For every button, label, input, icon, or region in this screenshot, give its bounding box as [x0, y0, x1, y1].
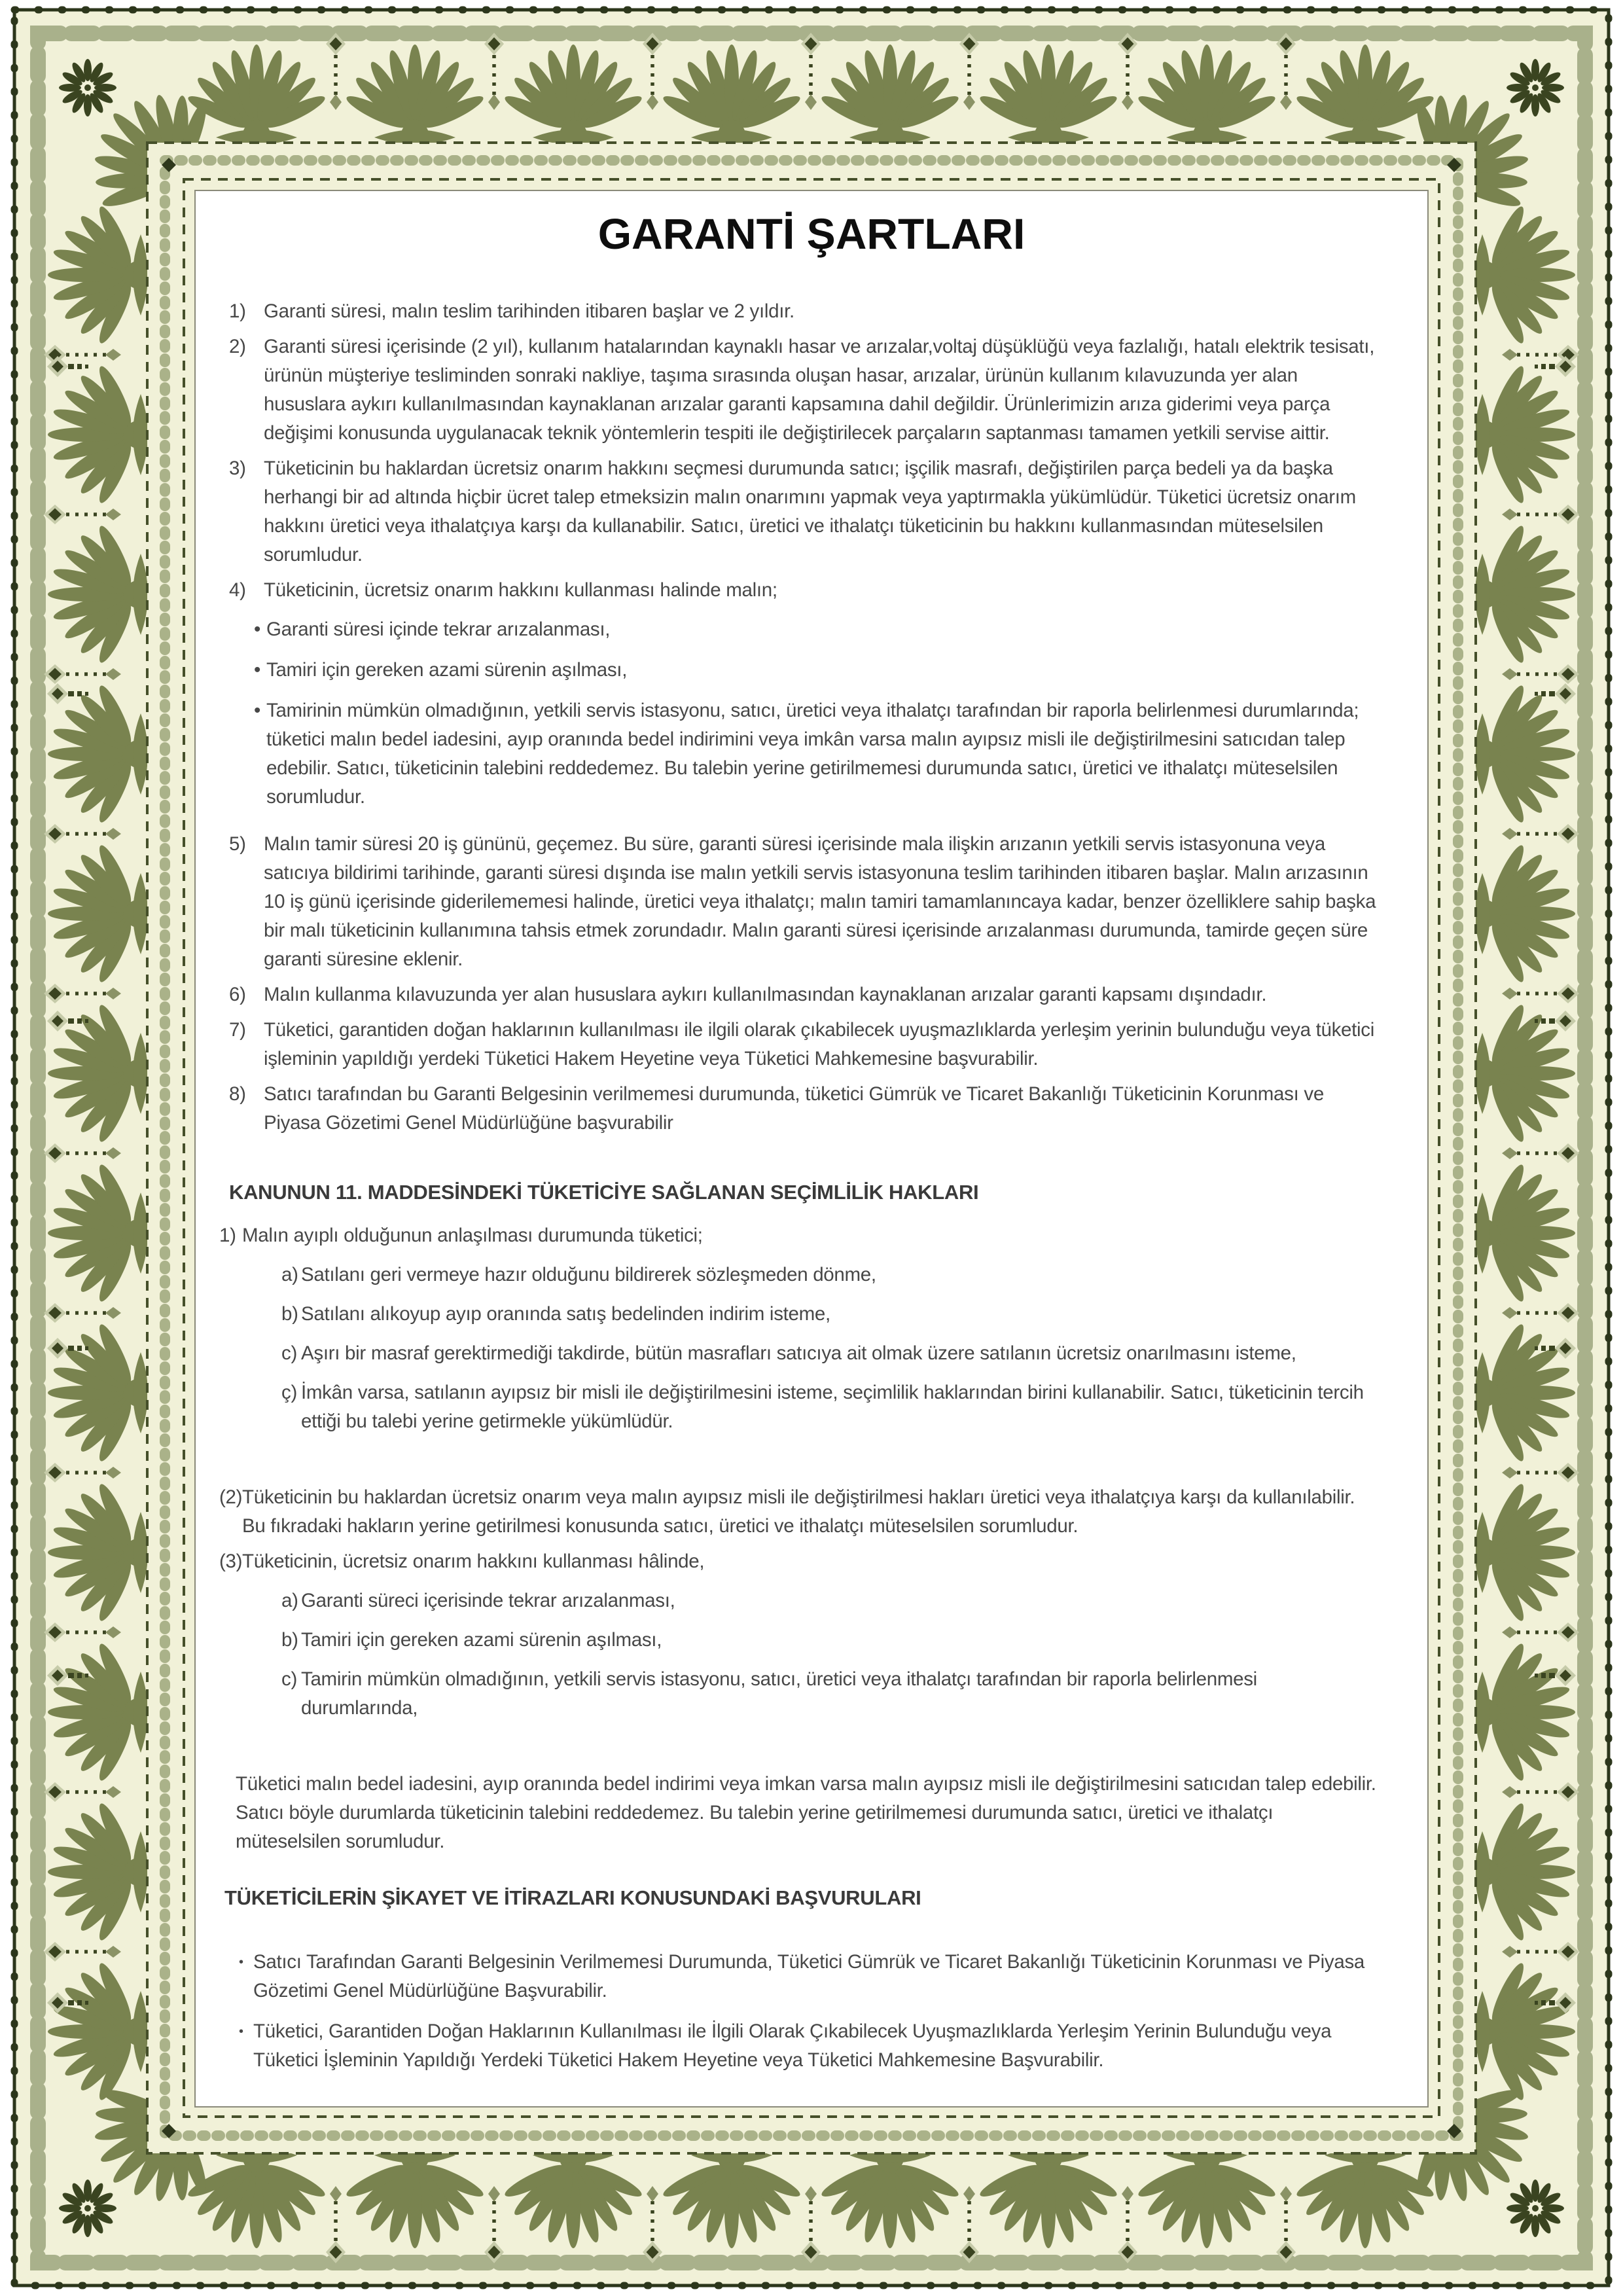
sub-text: Garanti süreci içerisinde tekrar arızalanması,	[301, 1590, 675, 1611]
sub-item	[281, 1339, 1378, 1368]
item-number: 2)	[229, 336, 246, 357]
warranty-terms-list	[195, 297, 1428, 1138]
sub-text: Tamiri için gereken azami sürenin aşılması,	[301, 1629, 662, 1651]
bullet-item	[254, 696, 1378, 812]
list-item	[219, 1483, 1428, 1541]
list-item	[229, 454, 1428, 569]
item-text: Garanti süresi, malın teslim tarihinden itibaren başlar ve 2 yıldır.	[264, 300, 794, 322]
page-title: GARANTİ ŞARTLARI	[597, 209, 1026, 258]
bullet-marker: •	[254, 619, 261, 640]
bullet-item	[254, 656, 1378, 685]
item-number: (3)	[219, 1551, 243, 1572]
item-text: Satıcı tarafından bu Garanti Belgesinin verilmemesi durumunda, tüketici Gümrük ve Ticaret Bakanlığı Tüketicinin Korunması ve Piyasa Gözetimi Genel Müdürlüğüne başvurabilir	[264, 1083, 1324, 1134]
bullet-text: Tüketici, Garantiden Doğan Haklarının Kullanılması ile İlgili Olarak Çıkabilecek Uyuşmazlıklarda Yerleşim Yerinin Bulunduğu veya Tüketici İşleminin Yapıldığı Yerdeki Tüketici Hakem Heyetine veya Tüketici Mahkemesine Başvurabilir.	[253, 2020, 1332, 2071]
sub-key: b)	[281, 1303, 298, 1325]
item-number: 1)	[219, 1225, 236, 1246]
item-text	[242, 1547, 1428, 1733]
complaint-bullet	[239, 1948, 1378, 2005]
item-text: Tüketici, garantiden doğan haklarının kullanılması ile ilgili olarak çıkabilecek uyuşmazlıklarda yerleşim yerinin bulunduğu veya tüketici işleminin yapıldığı yerdeki Tüketici Hakem Heyetine veya Tüketici Mahkemesine başvurabilir.	[264, 1019, 1374, 1069]
sub-key: ç)	[281, 1382, 297, 1403]
item-text: Tüketicinin bu haklardan ücretsiz onarım hakkını seçmesi durumunda satıcı; işçilik masrafı, değiştirilen parça bedeli ya da başka herhangi bir ad altında hiçbir ücret talep etmeksizin malın onarımını yapmak veya yaptırmakla yükümlüdür. Tüketici ücretsiz onarım hakkını üretici veya ithalatçıya karşı da kullanabilir. Satıcı, üretici ve ithalatçı tüketicinin bu hakkını kullanmasından müteselsilen sorumludur.	[264, 457, 1356, 565]
sub-text: İmkân varsa, satılanın ayıpsız bir misli ile değiştirilmesini isteme, seçimlilik haklarından birini kullanabilir. Satıcı, tüketicinin tercih ettiği bu talebi yerine getirmekle yükümlüdür.	[301, 1382, 1364, 1432]
item-text: Malın kullanma kılavuzunda yer alan hususlara aykırı kullanılmasından kaynaklanan arızalar garanti kapsamı dışındadır.	[264, 984, 1267, 1005]
item-text	[254, 576, 1428, 823]
sub-item	[281, 1665, 1378, 1723]
item-number: 7)	[229, 1019, 246, 1041]
item-number: 5)	[229, 833, 246, 855]
section-heading-selective-rights: KANUNUN 11. MADDESİNDEKİ TÜKETİCİYE SAĞLANAN SEÇİMLİLİK HAKLARI	[229, 1181, 979, 1204]
item-number: 1)	[229, 300, 246, 322]
sub-key: c)	[281, 1668, 297, 1690]
sub-key: a)	[281, 1590, 298, 1611]
list-item	[229, 1080, 1428, 1138]
sub-item	[281, 1378, 1378, 1436]
list-item	[229, 576, 1428, 823]
item-number: 8)	[229, 1083, 246, 1105]
item-text: Malın tamir süresi 20 iş gününü, geçemez. Bu süre, garanti süresi içerisinde mala ilişkin arızanın yetkili servis istasyonuna veya satıcıya bildirimi tarihinde, garanti süresi dışında ise malın yetkili servis istasyonuna teslim tarihinden itibaren başlar. Malın arızasının 10 iş günü içerisinde giderilememesi halinde, üretici veya ithalatçı; malın tamiri tamamlanıncaya kadar, benzer özelliklere sahip başka bir malı tüketicinin kullanımına tahsis etmek zorundadır. Malın garanti süresi içerisinde arızalanması durumunda, tamirde geçen süre garanti süresine eklenir.	[264, 833, 1376, 970]
sub-key: a)	[281, 1264, 298, 1285]
item-text-lead: Tüketicinin, ücretsiz onarım hakkını kullanması hâlinde,	[242, 1551, 705, 1572]
list-item	[229, 830, 1428, 974]
item-text: Garanti süresi içerisinde (2 yıl), kullanım hatalarından kaynaklı hasar ve arızalar,voltaj düşüklüğü veya fazlalığı, hatalı elektrik tesisatı, ürünün müşteriye tesliminden sonraki nakliye, taşıma sırasında oluşan hasar, arızalar, ürünün kullanım kılavuzunda yer alan hususlara aykırı kullanılmasından kaynaklanan arızalar garanti kapsamına dahil değildir. Ürünlerimizin arıza giderimi veya parça değişimi konusunda uygulanacak teknik yöntemlerin tespiti ile değiştirilecek parçaların saptanması tamamen yetkili servise aittir.	[264, 336, 1375, 444]
sub-items	[281, 1261, 1378, 1436]
list-item	[229, 297, 1428, 326]
bullet-marker: •	[239, 2024, 243, 2039]
sub-text: Tamirin mümkün olmadığının, yetkili servis istasyonu, satıcı, üretici veya ithalatçı tarafından bir raporla belirlenmesi durumlarında,	[301, 1668, 1257, 1719]
sub-key: b)	[281, 1629, 298, 1651]
list-item	[219, 1547, 1428, 1733]
sub-items	[281, 1587, 1378, 1723]
bullet-marker: •	[254, 659, 261, 681]
sub-text: Satılanı geri vermeye hazır olduğunu bildirerek sözleşmeden dönme,	[301, 1264, 876, 1285]
list-item	[229, 980, 1428, 1009]
item-sub-bullets	[254, 615, 1378, 812]
sub-text: Satılanı alıkoyup ayıp oranında satış bedelinden indirim isteme,	[301, 1303, 830, 1325]
bullet-marker: •	[254, 700, 261, 721]
section-heading-complaints: TÜKETİCİLERİN ŞİKAYET VE İTİRAZLARI KONUSUNDAKİ BAŞVURULARI	[224, 1886, 921, 1909]
item-number: 3)	[229, 457, 246, 479]
item-number: (2)	[219, 1486, 243, 1508]
sub-item	[281, 1626, 1378, 1655]
sub-key: c)	[281, 1342, 297, 1364]
item-text: Tüketicinin bu haklardan ücretsiz onarım veya malın ayıpsız misli ile değiştirilmesi hakları üretici veya ithalatçıya karşı da kullanılabilir. Bu fıkradaki hakların yerine getirilmesi konusunda satıcı, üretici ve ithalatçı müteselsilen sorumludur.	[242, 1486, 1355, 1537]
sub-item	[281, 1587, 1378, 1615]
item-number: 6)	[229, 984, 246, 1005]
bullet-text: Satıcı Tarafından Garanti Belgesinin Verilmemesi Durumunda, Tüketici Gümrük ve Ticaret Bakanlığı Tüketicinin Korunması ve Piyasa Gözetimi Genel Müdürlüğüne Başvurabilir.	[253, 1951, 1364, 2001]
item-text-lead: Tüketicinin, ücretsiz onarım hakkını kullanması halinde malın;	[264, 579, 777, 601]
list-item	[229, 332, 1428, 448]
bullet-text: Tamirinin mümkün olmadığının, yetkili servis istasyonu, satıcı, üretici veya ithalatçı tarafından bir raporla belirlenmesi durumlarında; tüketici malın bedel iadesini, ayıp oranında bedel indirimini veya imkân varsa malın ayıpsız misli ile değiştirilmesini satıcıdan talep edebilir. Satıcı, tüketicinin talebini reddedemez. Bu talebin yerine getirilmemesi durumunda satıcı, üretici ve ithalatçı müteselsilen sorumludur.	[266, 700, 1359, 808]
sub-item	[281, 1300, 1378, 1329]
item-text	[242, 1221, 1428, 1446]
list-item	[229, 1016, 1428, 1073]
sub-item	[281, 1261, 1378, 1289]
list-item	[219, 1221, 1428, 1446]
item-text-lead: Malın ayıplı olduğunun anlaşılması durumunda tüketici;	[242, 1225, 703, 1246]
complaint-bullet	[239, 2017, 1378, 2075]
bullet-marker: •	[239, 1955, 243, 1969]
sub-text: Aşırı bir masraf gerektirmediği takdirde, bütün masrafları satıcıya ait olmak üzere satılanın ücretsiz onarılmasını isteme,	[301, 1342, 1296, 1364]
selective-rights-list	[195, 1221, 1428, 1733]
bullet-item	[254, 615, 1378, 644]
document-content	[195, 191, 1428, 2106]
item-number: 4)	[229, 579, 246, 601]
bullet-text: Garanti süresi içinde tekrar arızalanması,	[266, 619, 611, 640]
bullet-text: Tamiri için gereken azami sürenin aşılması,	[266, 659, 628, 681]
closing-paragraph: Tüketici malın bedel iadesini, ayıp oranında bedel indirimi veya imkan varsa malın ayıpsız misli ile değiştirilmesini satıcıdan talep edebilir. Satıcı böyle durumlarda tüketicinin talebini reddedemez. Bu talebin yerine getirilmemesi durumunda satıcı, üretici ve ithalatçı müteselsilen sorumludur.	[236, 1773, 1376, 1852]
